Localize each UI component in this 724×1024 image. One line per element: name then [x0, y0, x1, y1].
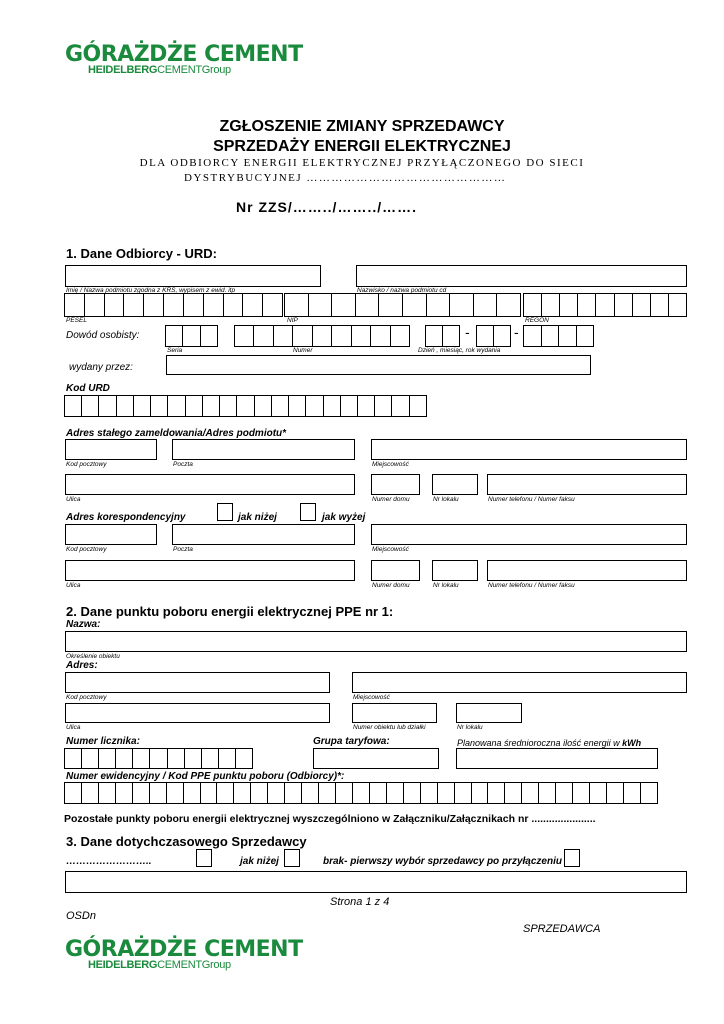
corr-street-hint: Ulica: [66, 582, 81, 589]
corr-apartment-field[interactable]: [432, 560, 478, 581]
issued-by-label: wydany przez:: [69, 362, 133, 373]
post-office-hint: Poczta: [173, 461, 193, 468]
corr-post-office-field[interactable]: [172, 524, 355, 545]
phone-field[interactable]: [487, 474, 687, 495]
company-logo-footer: [65, 937, 303, 971]
phone-hint: Numer telefonu / Numer faksu: [488, 496, 575, 503]
title-line-2: SPRZEDAŻY ENERGII ELEKTRYCZNEJ: [213, 138, 511, 155]
seller-below-checkbox[interactable]: [196, 849, 212, 867]
series-hint: Seria: [167, 347, 183, 354]
ppe-apartment-hint: Nr lokalu: [457, 724, 483, 731]
same-as-above-checkbox[interactable]: [300, 503, 316, 521]
ppe-street-field[interactable]: [65, 703, 330, 723]
nip-cells[interactable]: [285, 293, 521, 317]
seller-below-label: jak niżej: [240, 856, 279, 867]
ppe-name-label: Nazwa:: [66, 619, 101, 630]
ppe-object-number-hint: Numer obiektu lub działki: [353, 724, 426, 731]
logo-group: HEIDELBERGCEMENTGroup: [88, 64, 231, 76]
issue-year-cells[interactable]: [524, 325, 594, 347]
urd-code-cells[interactable]: [65, 395, 427, 417]
ppe-postal-code-field[interactable]: [65, 672, 330, 693]
regon-label: REGON: [525, 317, 549, 324]
ppe-apartment-field[interactable]: [456, 703, 522, 723]
name-hint: Imię / Nazwa podmiotu zgodna z KRS, wypisem z ewid. itp: [66, 287, 236, 294]
section-3-heading: 3. Dane dotychczasowego Sprzedawcy: [66, 834, 307, 849]
title-line-1: ZGŁOSZENIE ZMIANY SPRZEDAWCY: [219, 118, 505, 135]
section-2-heading: 2. Dane punktu poboru energii elektrycznej PPE nr 1:: [66, 604, 394, 619]
previous-seller-field[interactable]: [65, 871, 687, 893]
subtitle-line-1: DLA ODBIORCY ENERGII ELEKTRYCZNEJ PRZYŁĄCZONEGO DO SIECI: [139, 157, 585, 169]
previous-seller-dots: ……………………..: [66, 856, 152, 867]
company-logo: [65, 42, 303, 76]
ppe-city-hint: Miejscowość: [353, 694, 390, 701]
ppe-code-cells[interactable]: [65, 782, 658, 804]
same-as-below-checkbox[interactable]: [217, 503, 233, 521]
corr-city-hint: Miejscowość: [372, 546, 409, 553]
pesel-label: PESEL: [66, 317, 87, 324]
seller-below-checkbox-2[interactable]: [284, 849, 300, 867]
number-hint: Numer: [293, 347, 313, 354]
planned-energy-label: Planowana średnioroczna ilość energii w kWh: [457, 738, 642, 748]
issued-by-field[interactable]: [166, 355, 591, 375]
ppe-postal-code-hint: Kod pocztowy: [66, 694, 107, 701]
corr-house-number-hint: Numer domu: [372, 582, 410, 589]
form-number: Nr ZZS/……../……../…….: [236, 199, 418, 215]
tariff-group-label: Grupa taryfowa:: [313, 736, 390, 747]
post-office-field[interactable]: [172, 439, 355, 460]
city-field[interactable]: [371, 439, 687, 460]
corr-street-field[interactable]: [65, 560, 355, 581]
date-dash-1: -: [465, 324, 470, 340]
page-number: Strona 1 z 4: [330, 896, 390, 908]
regon-cells[interactable]: [524, 293, 687, 317]
object-name-field[interactable]: [65, 631, 687, 652]
pesel-cells[interactable]: [65, 293, 283, 317]
remaining-points-note: Pozostałe punkty poboru energii elektrycznej wyszczególniono w Załączniku/Załącznikach nr ......................: [64, 813, 596, 825]
id-card-label: Dowód osobisty:: [66, 330, 140, 341]
correspondence-address-label: Adres korespondencyjny: [66, 512, 186, 523]
street-hint: Ulica: [66, 496, 81, 503]
corr-house-number-field[interactable]: [371, 560, 420, 581]
meter-number-cells[interactable]: [65, 748, 253, 769]
postal-code-field[interactable]: [65, 439, 157, 460]
ppe-address-label: Adres:: [66, 660, 98, 671]
object-name-hint: Określenie obiektu: [66, 653, 120, 660]
first-choice-label: brak- pierwszy wybór sprzedawcy po przyłączeniu: [323, 856, 562, 867]
street-field[interactable]: [65, 474, 355, 495]
ppe-code-label: Numer ewidencyjny / Kod PPE punktu poboru (Odbiorcy)*:: [66, 771, 345, 782]
logo-name-footer: GÓRAŻDŻE CEMENT: [65, 937, 303, 962]
issue-month-cells[interactable]: [477, 325, 511, 347]
ppe-object-number-field[interactable]: [352, 703, 437, 723]
postal-code-hint: Kod pocztowy: [66, 461, 107, 468]
apartment-hint: Nr lokalu: [433, 496, 459, 503]
meter-number-label: Numer licznika:: [66, 736, 140, 747]
same-as-above-label: jak wyżej: [322, 512, 366, 523]
corr-phone-field[interactable]: [487, 560, 687, 581]
id-series-cells[interactable]: [166, 325, 218, 347]
house-number-field[interactable]: [371, 474, 420, 495]
corr-apartment-hint: Nr lokalu: [433, 582, 459, 589]
date-dash-2: -: [514, 324, 519, 340]
apartment-field[interactable]: [432, 474, 478, 495]
city-hint: Miejscowość: [372, 461, 409, 468]
name-field[interactable]: [65, 265, 321, 287]
same-as-below-label: jak niżej: [238, 512, 277, 523]
corr-post-office-hint: Poczta: [173, 546, 193, 553]
section-1-heading: 1. Dane Odbiorcy - URD:: [66, 246, 217, 261]
osd-label: OSDn: [66, 910, 96, 922]
seller-label: SPRZEDAWCA: [523, 923, 601, 935]
first-choice-checkbox[interactable]: [564, 849, 580, 867]
corr-postal-code-hint: Kod pocztowy: [66, 546, 107, 553]
corr-city-field[interactable]: [371, 524, 687, 545]
corr-postal-code-field[interactable]: [65, 524, 157, 545]
subtitle-line-2: DYSTRYBUCYJNEJ …………………………………………: [184, 172, 507, 184]
nip-label: NIP: [287, 317, 298, 324]
date-hint: Dzień , miesiąc, rok wydania: [418, 347, 501, 354]
issue-day-cells[interactable]: [426, 325, 460, 347]
surname-hint: Nazwisko / nazwa podmiotu cd: [357, 287, 447, 294]
tariff-group-field[interactable]: [313, 748, 439, 769]
logo-group-footer: HEIDELBERGCEMENTGroup: [88, 959, 231, 971]
logo-name: GÓRAŻDŻE CEMENT: [65, 42, 303, 67]
house-number-hint: Numer domu: [372, 496, 410, 503]
ppe-street-hint: Ulica: [66, 724, 81, 731]
urd-code-label: Kod URD: [66, 383, 110, 394]
surname-field[interactable]: [356, 265, 687, 287]
permanent-address-label: Adres stałego zameldowania/Adres podmiotu*: [66, 428, 287, 439]
id-number-cells[interactable]: [235, 325, 410, 347]
corr-phone-hint: Numer telefonu / Numer faksu: [488, 582, 575, 589]
ppe-city-field[interactable]: [352, 672, 687, 693]
planned-energy-field[interactable]: [456, 748, 658, 769]
